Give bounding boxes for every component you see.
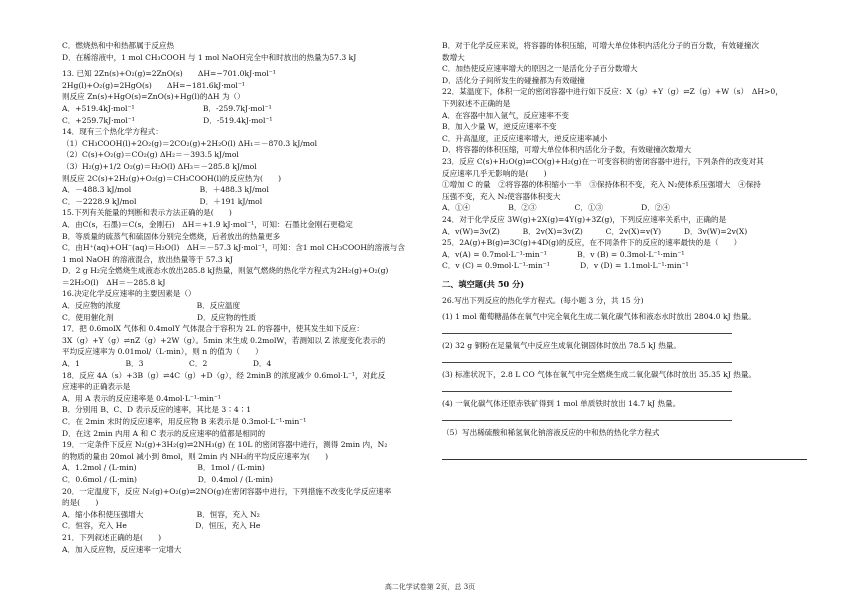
question-26-5: （5）写出稀硫酸和稀氢氧化钠溶液反应的中和热的热化学方程式 xyxy=(442,427,660,437)
left-text-line: 应速率的正确表示是 xyxy=(62,382,131,392)
left-text-line: 21．下列叙述正确的是( ) xyxy=(62,532,162,542)
left-text-line: C．使用催化剂 D．反应物的性质 xyxy=(62,312,257,322)
left-text-line: C．由H⁺(aq)+OH⁻(aq)＝H₂O(l) ΔH＝－57.3 kJ·mol⁻¹，可知：含1 mol CH₃COOH的溶液与含 xyxy=(62,243,405,253)
left-text-line: （2）C(s)+O₂(g)＝CO₂(g) ΔH₂＝－393.5 kJ/mol xyxy=(62,150,239,160)
left-text-line: 19．一定条件下反应 N₂(g)+3H₂(g)⇌2NH₃(g) 在 10L 的密闭容器中进行，测得 2min 内，N₂ xyxy=(62,440,388,450)
answer-blank-4[interactable] xyxy=(442,411,732,421)
right-text-line: ①增加 C 的量 ②将容器的体积缩小一半 ③保持体积不变，充入 N₂使体系压强增大 ④保持 xyxy=(442,180,761,190)
question-26-intro: 26.写出下列反应的热化学方程式。(每小题 3 分，共 15 分) xyxy=(442,295,644,305)
left-text-line: 18．反应 4A（s）+3B（g）⇌4C（g）+D（g），经 2minB 的浓度减少 0.6mol·L⁻¹，对此反 xyxy=(62,370,386,380)
left-text-line: D．在稀溶液中，1 mol CH₃COOH 与 1 mol NaOH完全中和时放出的热量为57.3 kJ xyxy=(62,52,357,62)
left-text-line: 14．现有三个热化学方程式： xyxy=(62,127,163,137)
left-text-line: 15.下列有关能量的判断和表示方法正确的是( ) xyxy=(62,208,232,218)
right-question-lines xyxy=(442,40,814,272)
left-text-line: ＝2H₂O(l) ΔH＝－285.8 kJ xyxy=(62,277,166,287)
left-text-line: 的物质的量由 20mol 减小到 8mol，则 2min 内 NH₃的平均反应速率为( ) xyxy=(62,451,329,461)
question-26-3: (3) 标准状况下，2.8 L CO 气体在氧气中完全燃烧生成二氧化碳气体时放出 35.35 kJ 热量。 xyxy=(442,369,757,379)
left-text-line: 17．把 0.6molX 气体和 0.4molY 气体混合于容积为 2L 的容器中，使其发生如下反应： xyxy=(62,324,365,334)
answer-blank-3[interactable] xyxy=(442,382,732,392)
answer-line-5[interactable] xyxy=(442,457,807,460)
left-text-line: （1）CH₃COOH(l)+2O₂(g)＝2CO₂(g)+2H₂O(l) ΔH₁＝－870.3 kJ/mol xyxy=(62,138,318,148)
left-text-line: B．等质量的硫蒸气和硫固体分别完全燃烧，后者放出的热量更多 xyxy=(62,231,281,241)
question-26-1: (1) 1 mol 葡萄糖晶体在氧气中完全氧化生成二氧化碳气体和液态水时放出 2804.0 kJ 热量。 xyxy=(442,311,756,321)
left-text-line: A．+519.4kJ·mol⁻¹ B．-259.7kJ·mol⁻¹ xyxy=(62,103,272,113)
right-text-line: 数增大 xyxy=(442,52,465,62)
left-text-line: 的是( ) xyxy=(62,498,99,508)
left-text-line: A．缩小体积使压强增大 B．恒容，充入 N₂ xyxy=(62,509,260,519)
right-text-line: 反应速率几乎无影响的是( ) xyxy=(442,168,547,178)
question-26-4: (4) 一氧化碳气体还原赤铁矿得到 1 mol 单质铁时放出 14.7 kJ 热量。 xyxy=(442,398,681,408)
right-text-line: 24．对于化学反应 3W(g)+2X(g)=4Y(g)+3Z(g)，下列反应速率关系中，正确的是 xyxy=(442,214,727,224)
left-column xyxy=(62,40,434,555)
left-text-line: A．由C(s，石墨)＝C(s，金刚石) ΔH＝+1.9 kJ·mol⁻¹，可知：石墨比金刚石更稳定 xyxy=(62,219,353,229)
left-text-line: C．－2228.9 kJ/mol D．＋191 kJ/mol xyxy=(62,196,263,206)
right-text-line: A．①④ B．②③ C．①③ D．②④ xyxy=(442,203,670,213)
left-text-line: D．在这 2min 内用 A 和 C 表示的反应速率的值都是相同的 xyxy=(62,428,266,438)
right-text-line: C．加热使反应速率增大的原因之一是活化分子百分数增大 xyxy=(442,64,638,74)
right-text-line: 22．某温度下，体积一定的密闭容器中进行如下反应：X（g）+Y（g）⇌Z（g）+W（s） ΔH>0， xyxy=(442,87,783,97)
left-text-line: A．反应物的浓度 B．反应温度 xyxy=(62,301,241,311)
left-text-line: C．燃烧热和中和热都属于反应热 xyxy=(62,41,175,50)
right-text-line: B．加入少量 W，逆反应速率不变 xyxy=(442,122,557,132)
left-text-line: 16.决定化学反应速率的主要因素是（） xyxy=(62,289,196,299)
right-text-line: C．升高温度，正反应速率增大，逆反应速率减小 xyxy=(442,133,608,143)
left-text-line: A．1.2mol / (L·min) B．1mol / (L·min) xyxy=(62,463,265,473)
question-26-2: (2) 32 g 铜粉在足量氧气中反应生成氧化铜固体时放出 78.5 kJ 热量。 xyxy=(442,340,681,350)
right-text-line: 25．2A(g)+B(g)⇌3C(g)+4D(g)的反应，在不同条件下的反应的速率最快的是（ ） xyxy=(442,238,742,248)
left-text-line: C．在 2min 末时的反应速率，用反应物 B 来表示是 0.3mol·L⁻¹·min⁻¹ xyxy=(62,417,307,426)
right-text-line: C．v (C) = 0.9mol·L⁻¹·min⁻¹ D．v (D) = 1.1mol·L⁻¹·min⁻¹ xyxy=(442,261,689,271)
left-text-line: 20．一定温度下，反应 N₂(g)+O₂(g)⇌2NO(g)在密闭容器中进行，下列措施不改变化学反应速率 xyxy=(62,486,392,496)
left-text-line: 3X（g）+Y（g）⇌nZ（g）+2W（g）。5min 末生成 0.2molW，若测知以 Z 浓度变化表示的 xyxy=(62,335,386,345)
page-footer: 高二化学试卷第 2页，总 3页 xyxy=(384,583,476,591)
right-column xyxy=(442,40,814,460)
left-text-line: B．分别用 B、C、D 表示反应的速率，其比是 3∶4∶1 xyxy=(62,405,252,415)
right-text-line: A．v(A) = 0.7mol·L⁻¹·min⁻¹ B．v (B) = 0.3mol·L⁻¹·min⁻¹ xyxy=(442,249,685,259)
right-text-line: 压强不变，充入 N₂使容器体积变大 xyxy=(442,191,561,201)
right-text-line: 23．反应 C(s)+H₂O(g)⇌CO(g)+H₂(g)在一可变容积的密闭容器中进行，下列条件的改变对其 xyxy=(442,156,764,166)
answer-blank-1[interactable] xyxy=(442,324,732,334)
right-text-line: D．活化分子间所发生的碰撞都为有效碰撞 xyxy=(442,75,585,85)
left-text-line: A．加入反应物，反应速率一定增大 xyxy=(62,544,182,554)
right-text-line: D．将容器的体积压缩，可增大单位体积内活化分子数，有效碰撞次数增大 xyxy=(442,145,692,155)
left-text-line: C．+259.7kJ·mol⁻¹ D．-519.4kJ·mol⁻¹ xyxy=(62,115,273,125)
left-text-line: A．－488.3 kJ/mol B．＋488.3 kJ/mol xyxy=(62,185,269,195)
section-title: 二、填空题(共 50 分) xyxy=(442,278,525,289)
left-text-line: 13. 已知 2Zn(s)+O₂(g)=2ZnO(s) ΔH=−701.0kJ·mol⁻¹ xyxy=(62,69,276,79)
answer-blank-2[interactable] xyxy=(442,353,732,363)
right-text-line: 下列叙述不正确的是 xyxy=(442,98,511,108)
left-text-line: A．1 B．3 C．2 D．4 xyxy=(62,359,272,369)
left-text-line: 则反应 Zn(s)+HgO(s)=ZnO(s)+Hg(l)的ΔH 为（） xyxy=(62,92,245,102)
right-text-line: A．在容器中加入氩气，反应速率不变 xyxy=(442,110,569,120)
left-text-line: D．2 g H₂完全燃烧生成液态水放出285.8 kJ热量，则氢气燃烧的热化学方程式为2H₂(g)+O₂(g) xyxy=(62,266,389,276)
left-text-line: （3）H₂(g)+1/2 O₂(g)＝H₂O(l) ΔH₃＝－285.8 kJ/mol xyxy=(62,161,257,171)
left-text-line: 2Hg(l)+O₂(g)=2HgO(s) ΔH=−181.6kJ·mol⁻¹ xyxy=(62,80,245,90)
right-text-line: A．v(W)=3v(Z) B．2v(X)=3v(Z) C．2v(X)=v(Y) D．3v(W)=2v(X) xyxy=(442,226,748,236)
left-text-line: A．用 A 表示的反应速率是 0.4mol·L⁻¹·min⁻¹ xyxy=(62,393,221,403)
left-text-line: 1 mol NaOH 的溶液混合，放出热量等于 57.3 kJ xyxy=(62,254,233,264)
left-text-line: 平均反应速率为 0.01mol/（L·min），则 n 的值为（ ） xyxy=(62,347,263,357)
left-text-line: 则反应 2C(s)+2H₂(g)+O₂(g)＝CH₃COOH(l)的反应热为( ) xyxy=(62,173,282,183)
right-text-line: B．对于化学反应来说，将容器的体积压缩，可增大单位体积内活化分子的百分数，有效碰撞次 xyxy=(442,41,759,50)
left-text-line: C．恒容，充入 He D．恒压，充入 He xyxy=(62,521,261,531)
left-text-line: C．0.6mol / (L·min) D．0.4mol / (L·min) xyxy=(62,474,273,484)
